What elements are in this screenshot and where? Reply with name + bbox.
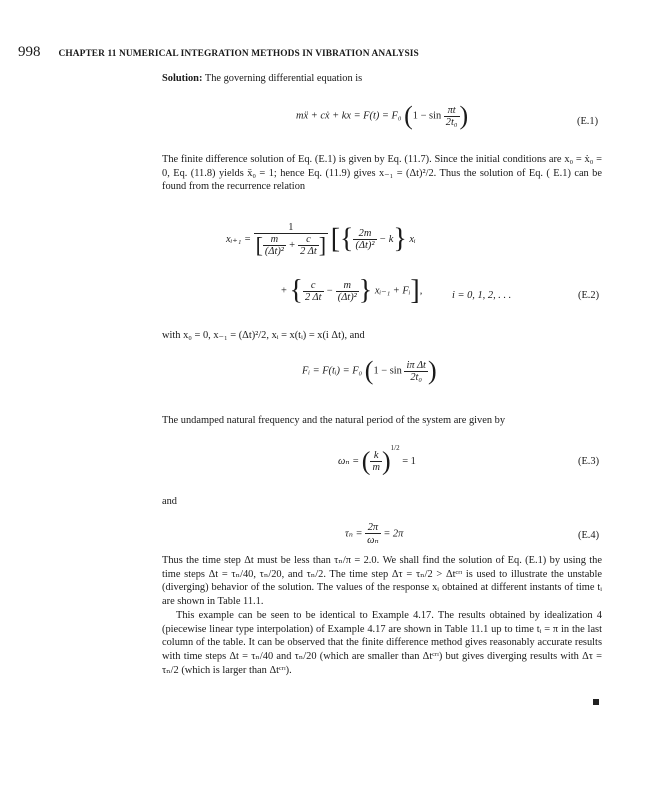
e2-index-range: i = 0, 1, 2, . . . xyxy=(452,290,512,301)
e3-exponent: 1/2 xyxy=(390,444,400,452)
equation-label-e2: (E.2) xyxy=(578,290,600,301)
page-number: 998 xyxy=(18,44,41,60)
paragraph-natural-frequency: The undamped natural frequency and the natural period of the system are given by xyxy=(162,415,506,426)
e3-lhs: ωₙ = xyxy=(338,456,360,467)
and-text: and xyxy=(162,496,178,507)
end-of-example-mark xyxy=(593,699,599,705)
e4-rhs: = 2π xyxy=(383,528,404,540)
e3-rhs: = 1 xyxy=(402,456,416,467)
e1-fraction xyxy=(444,105,460,128)
equation-e1: mẍ + cẋ + kx = F(t) = F₀ (1 − sin $\frac{\pi t}{\text{2t₀}}$ ) xyxy=(296,101,469,130)
e2-lhs: xᵢ₊₁ = xyxy=(226,233,251,245)
e2-dt2-b: (Δt)² xyxy=(355,240,375,251)
equation-label-e1: (E.1) xyxy=(577,116,599,127)
fi-frac-num: iπ Δt xyxy=(406,359,426,371)
e2-tail: xᵢ₋₁ + Fᵢ xyxy=(374,285,411,297)
fi-one-minus-sin: 1 − sin xyxy=(373,365,402,377)
e2-m: m xyxy=(263,234,286,246)
e4-den: ωₙ xyxy=(367,535,379,546)
e1-frac-num: πt xyxy=(444,105,460,117)
e2-two-m: 2m xyxy=(353,228,376,240)
e1-one-minus-sin: 1 − sin xyxy=(412,110,442,122)
paragraph-finite-difference: The finite difference solution of Eq. (E.1) is given by Eq. (11.7). Since the initial conditions are x₀ = ẋ₀ = 0, Eq. (11.8) yields ẍ₀ = 1; hence Eq. (11.9) gives x₋₁ = (Δt)²/2. Thus the solution of Eq. ( E.1) can be found from the recurrence relation xyxy=(162,154,602,193)
paragraph-time-steps: Thus the time step Δt must be less than τₙ/π = 2.0. We shall find the solution of Eq. (E.1) by using the time steps Δt = τₙ/40, τₙ/20, and τₙ/2. The time step Δτ = τₙ/2 > Δtᶜʳᶦ is used to illustrate the unstable (diverging) behavior of the solution. The values of the response xᵢ obtained at different instants of time tᵢ are shown in Table 11.1. xyxy=(162,555,602,608)
e2-xi: xᵢ xyxy=(409,233,416,245)
e1-lhs: mẍ + cẋ + kx = F(t) = F₀ xyxy=(296,110,402,122)
e2-dt2-c: (Δt)² xyxy=(337,291,357,303)
running-header xyxy=(18,44,618,61)
chapter-title: CHAPTER 11 NUMERICAL INTEGRATION METHODS IN VIBRATION ANALYSIS xyxy=(58,49,419,59)
fi-frac-den: 2t₀ xyxy=(410,371,423,383)
e2-two-dt: 2 Δt xyxy=(300,246,317,257)
e2-m2: m xyxy=(336,280,359,292)
paragraph-comparison: This example can be seen to be identical to Example 4.17. The results obtained by idealization 4 (piecewise linear type interpolation) of Example 4.17 are shown in Table 11.1 up to time tᵢ = π in the last column of the table. It can be observed that the finite difference method gives reasonably accurate results with time steps Δt = τₙ/40 and τₙ/20 (which are smaller than Δtᶜʳᶦ) but gives diverging results with Δτ = τₙ/2 (which is larger than Δtᶜʳᶦ). xyxy=(162,610,602,676)
e3-den: m xyxy=(372,462,380,474)
e2-c: c xyxy=(298,234,319,246)
e4-lhs: τₙ = xyxy=(345,528,363,540)
solution-intro xyxy=(162,72,602,86)
e4-num: 2π xyxy=(365,522,381,534)
equation-e2-line2: + { $\frac{c}{2 \Delta t}$ − $\frac{m}{\text{(Δt)²}}$ } xᵢ₋₁ + Fᵢ], xyxy=(281,275,423,306)
e3-num: k xyxy=(370,450,382,462)
fi-lhs: Fᵢ = F(tᵢ) = F₀ xyxy=(302,365,363,377)
paragraph-initial-values: with x₀ = 0, x₋₁ = (Δt)²/2, xᵢ = x(tᵢ) = x(i Δt), and xyxy=(162,330,365,341)
e2-plus: + xyxy=(281,285,287,297)
equation-label-e4: (E.4) xyxy=(578,530,600,541)
e2-two-dt-b: 2 Δt xyxy=(304,291,322,303)
equation-e3: ωₙ = ( $\frac{k}{m}$ )$^{1/2}$ = 1 xyxy=(338,444,416,476)
solution-label: Solution: xyxy=(162,73,203,84)
e2-c2: c xyxy=(303,280,324,292)
equation-label-e3: (E.3) xyxy=(578,456,600,467)
equation-fi: Fᵢ = F(tᵢ) = F₀ (1 − sin $\frac{\text{iπ Δt}}{\text{2t₀}}$ ) xyxy=(302,356,437,385)
equation-e4 xyxy=(345,522,403,546)
e2-main-fraction: 1 [ $\frac{m}{\text{(Δt)²}}$ + $\frac{c}{2 \Delta t}$ ] xyxy=(255,222,327,258)
solution-intro-text: The governing differential equation is xyxy=(204,73,363,84)
e2-dt2: (Δt)² xyxy=(264,246,284,257)
e2-minus-k: − k xyxy=(379,233,394,245)
equation-e2-line1: xᵢ₊₁ = 1 [ $\frac{m}{\text{(Δt)²}}$ + $\frac{c}{2 \Delta t}$ ] [{ $\frac{2m}{\text{(Δt)²}}$ − k} xᵢ xyxy=(226,222,416,258)
e1-frac-den: 2t₀ xyxy=(445,116,458,128)
e2-one: 1 xyxy=(254,222,329,234)
